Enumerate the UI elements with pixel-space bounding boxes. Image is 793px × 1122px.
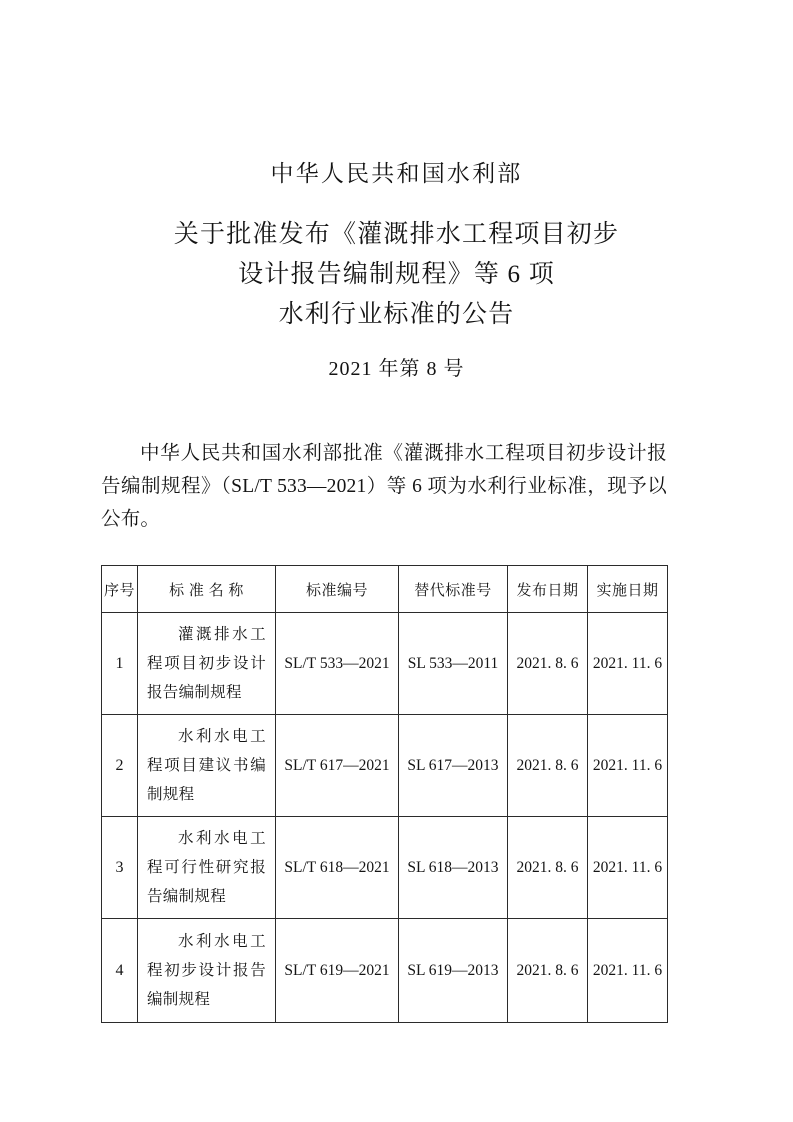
cell-standard-code: SL/T 617—2021 [276, 715, 399, 817]
cell-replaced-code: SL 618—2013 [399, 817, 508, 919]
cell-effective-date: 2021. 11. 6 [588, 715, 668, 817]
cell-effective-date: 2021. 11. 6 [588, 919, 668, 1023]
header-standard-name: 标 准 名 称 [138, 566, 276, 613]
cell-serial-no: 4 [102, 919, 138, 1023]
table-header [102, 566, 668, 613]
header-effective-date: 实施日期 [588, 566, 668, 613]
title-line-1: 关于批准发布《灌溉排水工程项目初步 [173, 221, 620, 248]
title-line-3: 水利行业标准的公告 [278, 301, 515, 328]
table-row [102, 817, 668, 919]
cell-standard-name: 灌溉排水工程项目初步设计报告编制规程 [138, 613, 276, 715]
table-row [102, 919, 668, 1023]
announcement-title [0, 215, 793, 335]
cell-publish-date: 2021. 8. 6 [508, 613, 588, 715]
cell-effective-date: 2021. 11. 6 [588, 613, 668, 715]
cell-standard-name: 水利水电工程项目建议书编制规程 [138, 715, 276, 817]
cell-replaced-code: SL 617—2013 [399, 715, 508, 817]
announcement-body-paragraph: 中华人民共和国水利部批准《灌溉排水工程项目初步设计报告编制规程》（SL/T 533—2021）等 6 项为水利行业标准，现予以公布。 [101, 443, 667, 530]
table-body [102, 613, 668, 1023]
cell-effective-date: 2021. 11. 6 [588, 817, 668, 919]
cell-standard-code: SL/T 619—2021 [276, 919, 399, 1023]
table-row [102, 715, 668, 817]
cell-publish-date: 2021. 8. 6 [508, 919, 588, 1023]
cell-serial-no: 1 [102, 613, 138, 715]
table-row [102, 613, 668, 715]
cell-replaced-code: SL 533—2011 [399, 613, 508, 715]
header-replaced-code: 替代标准号 [399, 566, 508, 613]
cell-serial-no: 2 [102, 715, 138, 817]
cell-publish-date: 2021. 8. 6 [508, 715, 588, 817]
cell-serial-no: 3 [102, 817, 138, 919]
header-serial-no: 序号 [102, 566, 138, 613]
cell-publish-date: 2021. 8. 6 [508, 817, 588, 919]
issuing-authority: 中华人民共和国水利部 [270, 161, 523, 186]
title-line-2: 设计报告编制规程》等 6 项 [238, 261, 555, 288]
cell-standard-name: 水利水电工程可行性研究报告编制规程 [138, 817, 276, 919]
standards-table [101, 565, 668, 1023]
cell-replaced-code: SL 619—2013 [399, 919, 508, 1023]
cell-standard-name: 水利水电工程初步设计报告编制规程 [138, 919, 276, 1023]
header-standard-code: 标准编号 [276, 566, 399, 613]
header-publish-date: 发布日期 [508, 566, 588, 613]
cell-standard-code: SL/T 533—2021 [276, 613, 399, 715]
cell-standard-code: SL/T 618—2021 [276, 817, 399, 919]
issue-number: 2021 年第 8 号 [328, 358, 465, 380]
table-header-row [102, 566, 668, 613]
